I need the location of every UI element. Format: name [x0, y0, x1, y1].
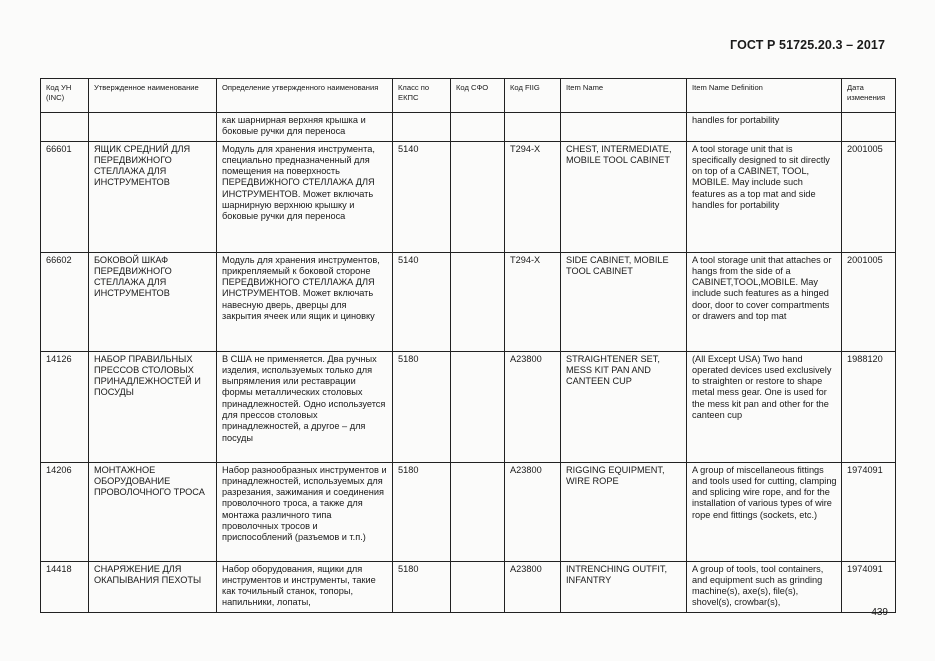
definition-cell: Набор разнообразных инструментов и принадлежностей, используемых для разрезания, зажимания и соединения проволочного троса, а также для монтажа различного типа проволочных тросов и приспособлений (разъемов и т.п.) — [217, 462, 393, 561]
definition-cell: Модуль для хранения инструмента, специально предназначенный для помещения на поверхность ПЕРЕДВИЖНОГО СТЕЛЛАЖА ДЛЯ ИНСТРУМЕНТОВ. Может включать шарнирную верхнюю крышку и боковые ручки для переноса — [217, 141, 393, 252]
fiig-cell: T294-X — [505, 252, 561, 351]
date-cell: 1974091 — [842, 462, 896, 561]
name-cell: БОКОВОЙ ШКАФ ПЕРЕДВИЖНОГО СТЕЛЛАЖА ДЛЯ ИНСТРУМЕНТОВ — [89, 252, 217, 351]
table-cell — [393, 113, 451, 142]
item-definition-cell: A tool storage unit that is specifically designed to sit directly on top of a CABINET, TOOL, MOBILE. May include such features as a top mat and side handles for portability — [687, 141, 842, 252]
date-cell: 2001005 — [842, 141, 896, 252]
table-cell — [842, 113, 896, 142]
date-cell: 1988120 — [842, 351, 896, 462]
inc-cell: 14206 — [41, 462, 89, 561]
item-name-cell: CHEST, INTERMEDIATE, MOBILE TOOL CABINET — [561, 141, 687, 252]
table-cell — [41, 113, 89, 142]
item-definition-cell: (All Except USA) Two hand operated devices used exclusively to straighten or restore to shape metal mess gear. One is used for the mess kit pan and other for the canteen cup — [687, 351, 842, 462]
page-number: 439 — [871, 607, 888, 618]
class-cell: 5180 — [393, 351, 451, 462]
column-header: Дата изменения — [842, 79, 896, 113]
fiig-cell: A23800 — [505, 462, 561, 561]
table-row — [41, 462, 896, 561]
inc-cell: 66602 — [41, 252, 89, 351]
column-header: Класс по ЕКПС — [393, 79, 451, 113]
inc-cell: 66601 — [41, 141, 89, 252]
class-cell: 5180 — [393, 561, 451, 612]
name-cell: МОНТАЖНОЕ ОБОРУДОВАНИЕ ПРОВОЛОЧНОГО ТРОСА — [89, 462, 217, 561]
table-cell — [505, 113, 561, 142]
name-cell: ЯЩИК СРЕДНИЙ ДЛЯ ПЕРЕДВИЖНОГО СТЕЛЛАЖА ДЛЯ ИНСТРУМЕНТОВ — [89, 141, 217, 252]
date-cell: 2001005 — [842, 252, 896, 351]
sfo-cell — [451, 351, 505, 462]
fiig-cell: A23800 — [505, 351, 561, 462]
table-row — [41, 351, 896, 462]
inc-cell: 14126 — [41, 351, 89, 462]
fiig-cell: A23800 — [505, 561, 561, 612]
column-header: Определение утвержденного наименования — [217, 79, 393, 113]
table-cell: handles for portability — [687, 113, 842, 142]
catalog-table — [40, 78, 896, 613]
column-header: Item Name — [561, 79, 687, 113]
definition-cell: В США не применяется. Два ручных изделия, используемых только для выпрямления или реставрации формы металлических столовых принадлежностей. Одно используется для прессов столовых принадлежностей, а другое – для посуды — [217, 351, 393, 462]
item-name-cell: RIGGING EQUIPMENT, WIRE ROPE — [561, 462, 687, 561]
class-cell: 5140 — [393, 252, 451, 351]
item-definition-cell: A group of tools, tool containers, and equipment such as grinding machine(s), axe(s), file(s), shovel(s), crowbar(s), — [687, 561, 842, 612]
table-header-row — [41, 79, 896, 113]
table-row — [41, 252, 896, 351]
document-header: ГОСТ Р 51725.20.3 – 2017 — [730, 38, 885, 52]
name-cell: СНАРЯЖЕНИЕ ДЛЯ ОКАПЫВАНИЯ ПЕХОТЫ — [89, 561, 217, 612]
column-header: Код СФО — [451, 79, 505, 113]
item-definition-cell: A group of miscellaneous fittings and tools used for cutting, clamping and splicing wire rope, and for the installation of various types of wire rope end fittings (sockets, etc.) — [687, 462, 842, 561]
continuation-row — [41, 113, 896, 142]
column-header: Утвержденное наименование — [89, 79, 217, 113]
table-cell — [451, 113, 505, 142]
item-name-cell: SIDE CABINET, MOBILE TOOL CABINET — [561, 252, 687, 351]
sfo-cell — [451, 141, 505, 252]
fiig-cell: T294-X — [505, 141, 561, 252]
item-name-cell: INTRENCHING OUTFIT, INFANTRY — [561, 561, 687, 612]
table-cell: как шарнирная верхняя крышка и боковые ручки для переноса — [217, 113, 393, 142]
sfo-cell — [451, 252, 505, 351]
table-row — [41, 561, 896, 612]
inc-cell: 14418 — [41, 561, 89, 612]
table-row — [41, 141, 896, 252]
item-name-cell: STRAIGHTENER SET, MESS KIT PAN AND CANTEEN CUP — [561, 351, 687, 462]
column-header: Item Name Definition — [687, 79, 842, 113]
column-header: Код УН (INC) — [41, 79, 89, 113]
item-definition-cell: A tool storage unit that attaches or hangs from the side of a CABINET,TOOL,MOBILE. May include such features as a hinged door, door to cover compartments or drawers and top mat — [687, 252, 842, 351]
date-cell: 1974091 — [842, 561, 896, 612]
definition-cell: Модуль для хранения инструментов, прикрепляемый к боковой стороне ПЕРЕДВИЖНОГО СТЕЛЛАЖА ДЛЯ ИНСТРУМЕНТОВ. Может включать навесную дверь, дверцы для закрытия ячеек или ящик и циновку — [217, 252, 393, 351]
name-cell: НАБОР ПРАВИЛЬНЫХ ПРЕССОВ СТОЛОВЫХ ПРИНАДЛЕЖНОСТЕЙ И ПОСУДЫ — [89, 351, 217, 462]
class-cell: 5140 — [393, 141, 451, 252]
table-cell — [89, 113, 217, 142]
column-header: Код FIIG — [505, 79, 561, 113]
sfo-cell — [451, 462, 505, 561]
sfo-cell — [451, 561, 505, 612]
class-cell: 5180 — [393, 462, 451, 561]
definition-cell: Набор оборудования, ящики для инструментов и инструменты, такие как точильный станок, топоры, напильники, лопаты, — [217, 561, 393, 612]
table-cell — [561, 113, 687, 142]
